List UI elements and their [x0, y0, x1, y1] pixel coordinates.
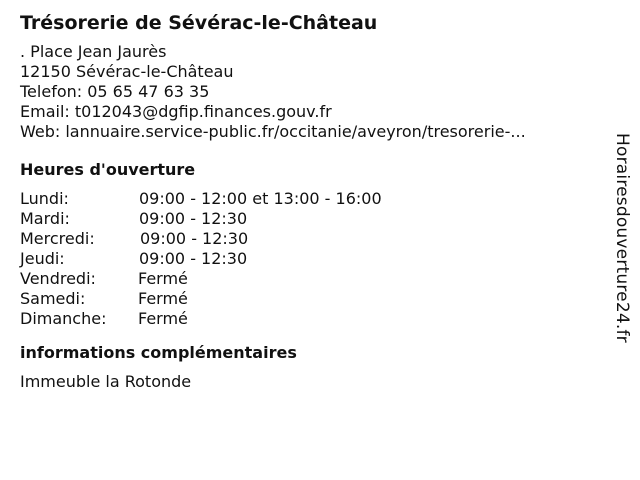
email-line: Email: t012043@dgfip.finances.gouv.fr — [20, 102, 332, 121]
day-hours: Fermé — [138, 309, 188, 328]
day-hours: Fermé — [138, 269, 188, 288]
day-hours: 09:00 - 12:30 — [139, 209, 248, 228]
day-label: Mercredi: — [20, 229, 95, 248]
additional-info-heading: informations complémentaires — [20, 343, 297, 362]
page-title: Trésorerie de Sévérac-le-Château — [20, 12, 378, 34]
phone-line: Telefon: 05 65 47 63 35 — [20, 82, 210, 101]
hours-row-samedi — [20, 289, 600, 309]
day-label: Vendredi: — [20, 269, 96, 288]
hours-row-vendredi — [20, 269, 600, 289]
day-label: Samedi: — [20, 289, 86, 308]
site-logo-vertical — [609, 133, 634, 373]
address-block — [20, 42, 600, 142]
day-hours: 09:00 - 12:30 — [139, 249, 248, 268]
postal-city-line: 12150 Sévérac-le-Château — [20, 62, 234, 81]
day-label: Mardi: — [20, 209, 70, 228]
opening-hours-table — [20, 189, 600, 329]
site-logo-text: Horairesdouverture24.fr — [612, 133, 632, 343]
day-hours: 09:00 - 12:30 — [140, 229, 249, 248]
day-hours: 09:00 - 12:00 et 13:00 - 16:00 — [139, 189, 382, 208]
day-label: Jeudi: — [20, 249, 65, 268]
day-label: Dimanche: — [20, 309, 107, 328]
hours-row-mercredi — [20, 229, 600, 249]
additional-info-text: Immeuble la Rotonde — [20, 372, 192, 391]
day-hours: Fermé — [138, 289, 188, 308]
business-listing — [20, 10, 600, 392]
web-line: Web: lannuaire.service-public.fr/occitanie/aveyron/tresorerie-... — [20, 122, 526, 141]
hours-row-lundi — [20, 189, 600, 209]
hours-row-dimanche — [20, 309, 600, 329]
opening-hours-heading: Heures d'ouverture — [20, 160, 196, 179]
hours-row-jeudi — [20, 249, 600, 269]
hours-row-mardi — [20, 209, 600, 229]
street-line: . Place Jean Jaurès — [20, 42, 167, 61]
day-label: Lundi: — [20, 189, 69, 208]
